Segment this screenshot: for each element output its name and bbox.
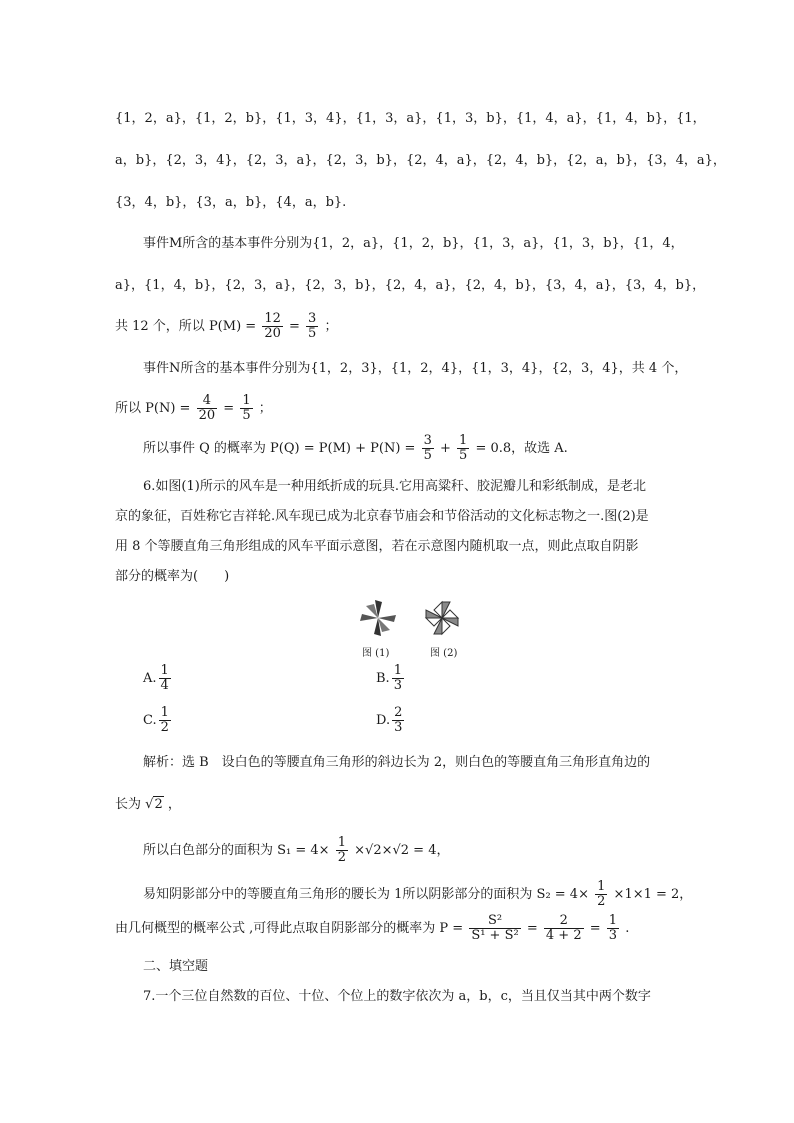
denominator: 5 xyxy=(308,326,317,341)
fraction xyxy=(607,914,619,943)
fraction xyxy=(544,914,584,943)
text-segment: ×1×1 = 2， xyxy=(613,887,693,902)
fraction xyxy=(159,706,171,735)
fraction xyxy=(159,664,171,693)
fraction xyxy=(336,836,348,865)
text-segment: 易知阴影部分中的等腰直角三角形的腰长为 1所以阴影部分的面积为 S₂ = 4× xyxy=(143,887,589,902)
solution-line xyxy=(143,836,449,865)
section-heading: 二、填空题 xyxy=(143,959,209,974)
fraction xyxy=(595,880,607,909)
fraction xyxy=(457,434,469,463)
question-6-line: 部分的概率为( ) xyxy=(115,569,230,584)
solution-line xyxy=(143,880,692,909)
denominator: 5 xyxy=(459,448,468,463)
figure-1-caption: 图 (1) xyxy=(362,648,390,659)
numerator: 1 xyxy=(393,663,402,678)
numerator: 1 xyxy=(459,433,468,448)
denominator: 3 xyxy=(394,720,403,735)
numerator: 12 xyxy=(264,311,281,326)
text-line: 事件M所含的基本事件分别为{1，2，a}，{1，2，b}，{1，3，a}，{1，3，b}，{1，4， xyxy=(143,236,684,251)
equals-sign: = xyxy=(223,401,235,416)
denominator: 2 xyxy=(160,720,169,735)
option-c[interactable] xyxy=(143,706,173,735)
text-segment: 长为 xyxy=(115,797,142,812)
denominator: 2 xyxy=(337,850,346,865)
text-segment: ； xyxy=(324,319,338,334)
question-7-line: 7.一个三位自然数的百位、十位、个位上的数字依次为 a，b，c，当且仅当其中两个数字 xyxy=(143,989,651,1004)
fraction xyxy=(422,434,434,463)
numerator: 1 xyxy=(242,393,251,408)
solution-line xyxy=(115,796,181,814)
numerator: S² xyxy=(469,914,520,929)
option-label: C. xyxy=(143,713,157,728)
fraction xyxy=(392,706,404,735)
numerator: 2 xyxy=(544,914,584,929)
text-segment: = 0.8，故选 A. xyxy=(475,441,568,456)
option-label: D. xyxy=(376,713,391,728)
denominator: S¹ + S² xyxy=(471,928,519,943)
denominator: 5 xyxy=(242,408,251,423)
solution-line: 解析：选 B 设白色的等腰直角三角形的斜边长为 2，则白色的等腰直角三角形直角边的 xyxy=(143,755,651,770)
denominator: 20 xyxy=(264,326,281,341)
figure-2-caption: 图 (2) xyxy=(430,648,458,659)
fraction xyxy=(197,394,218,423)
question-6-line: 6.如图(1)所示的风车是一种用纸折成的玩具.它用高粱秆、胶泥瓣儿和彩纸制成，是老北 xyxy=(143,479,646,494)
text-segment: ， xyxy=(167,797,181,812)
denominator: 2 xyxy=(597,894,606,909)
text-segment: ×√2×√2 = 4， xyxy=(354,843,450,858)
denominator: 4 + 2 xyxy=(545,928,582,943)
numerator: 2 xyxy=(394,705,403,720)
fraction xyxy=(469,914,520,943)
equals-sign: = xyxy=(526,921,538,936)
text-line: {3，4，b}，{3，a，b}，{4，a，b}. xyxy=(115,195,347,210)
option-b[interactable] xyxy=(376,664,406,693)
text-segment: 共 12 个，所以 P(M) = xyxy=(115,319,257,334)
text-segment: 所以白色部分的面积为 S₁ = 4× xyxy=(143,843,330,858)
pinwheel-icon xyxy=(356,596,466,644)
text-segment: . xyxy=(625,921,630,936)
square-root: √2 xyxy=(145,797,163,812)
numerator: 1 xyxy=(337,835,346,850)
denominator: 20 xyxy=(198,408,216,423)
pinwheel-figures xyxy=(356,596,466,648)
option-d[interactable] xyxy=(376,706,406,735)
denominator: 3 xyxy=(608,928,618,943)
plus-sign: + xyxy=(439,441,451,456)
text-line: {1，2，a}，{1，2，b}，{1，3，4}，{1，3，a}，{1，3，b}，{1，4，a}，{1，4，b}，{1， xyxy=(115,111,706,126)
text-segment: 由几何概型的概率公式 ,可得此点取自阴影部分的概率为 P = xyxy=(115,921,464,936)
question-6-line: 京的象征，百姓称它吉祥轮.风车现已成为北京春节庙会和节俗活动的文化标志物之一.图(2)是 xyxy=(115,509,649,524)
fraction xyxy=(240,394,252,423)
text-line: a，b}，{2，3，4}，{2，3，a}，{2，3，b}，{2，4，a}，{2，4，b}，{2，a，b}，{3，4，a}， xyxy=(115,153,726,168)
formula-line-pn xyxy=(115,394,272,423)
denominator: 3 xyxy=(393,678,402,693)
numerator: 4 xyxy=(197,394,218,409)
numerator: 3 xyxy=(423,433,432,448)
fraction xyxy=(306,312,318,341)
question-6-line: 用 8 个等腰直角三角形组成的风车平面示意图，若在示意图内随机取一点，则此点取自阴影 xyxy=(115,539,639,554)
numerator: 3 xyxy=(308,311,317,326)
numerator: 1 xyxy=(160,663,169,678)
text-segment: 所以 P(N) = xyxy=(115,401,191,416)
option-label: A. xyxy=(143,671,157,686)
text-line: 事件N所含的基本事件分别为{1，2，3}，{1，2，4}，{1，3，4}，{2，3，4}，共 4 个， xyxy=(143,361,688,376)
solution-line xyxy=(115,914,629,943)
option-label: B. xyxy=(376,671,390,686)
numerator: 1 xyxy=(597,879,606,894)
equals-sign: = xyxy=(289,319,300,334)
fraction xyxy=(392,664,404,693)
fraction xyxy=(262,312,283,341)
formula-line-pq xyxy=(143,434,568,463)
formula-line-pm xyxy=(115,312,337,341)
equals-sign: = xyxy=(589,921,601,936)
denominator: 4 xyxy=(160,678,169,693)
option-a[interactable] xyxy=(143,664,173,693)
denominator: 5 xyxy=(423,448,432,463)
numerator: 1 xyxy=(608,913,618,928)
numerator: 1 xyxy=(160,705,169,720)
text-line: a}，{1，4，b}，{2，3，a}，{2，3，b}，{2，4，a}，{2，4，b}，{3，4，a}，{3，4，b}， xyxy=(115,278,706,293)
text-segment: ； xyxy=(258,401,272,416)
radicand: 2 xyxy=(154,797,163,812)
text-segment: 所以事件 Q 的概率为 P(Q) = P(M) + P(N) = xyxy=(143,441,416,456)
